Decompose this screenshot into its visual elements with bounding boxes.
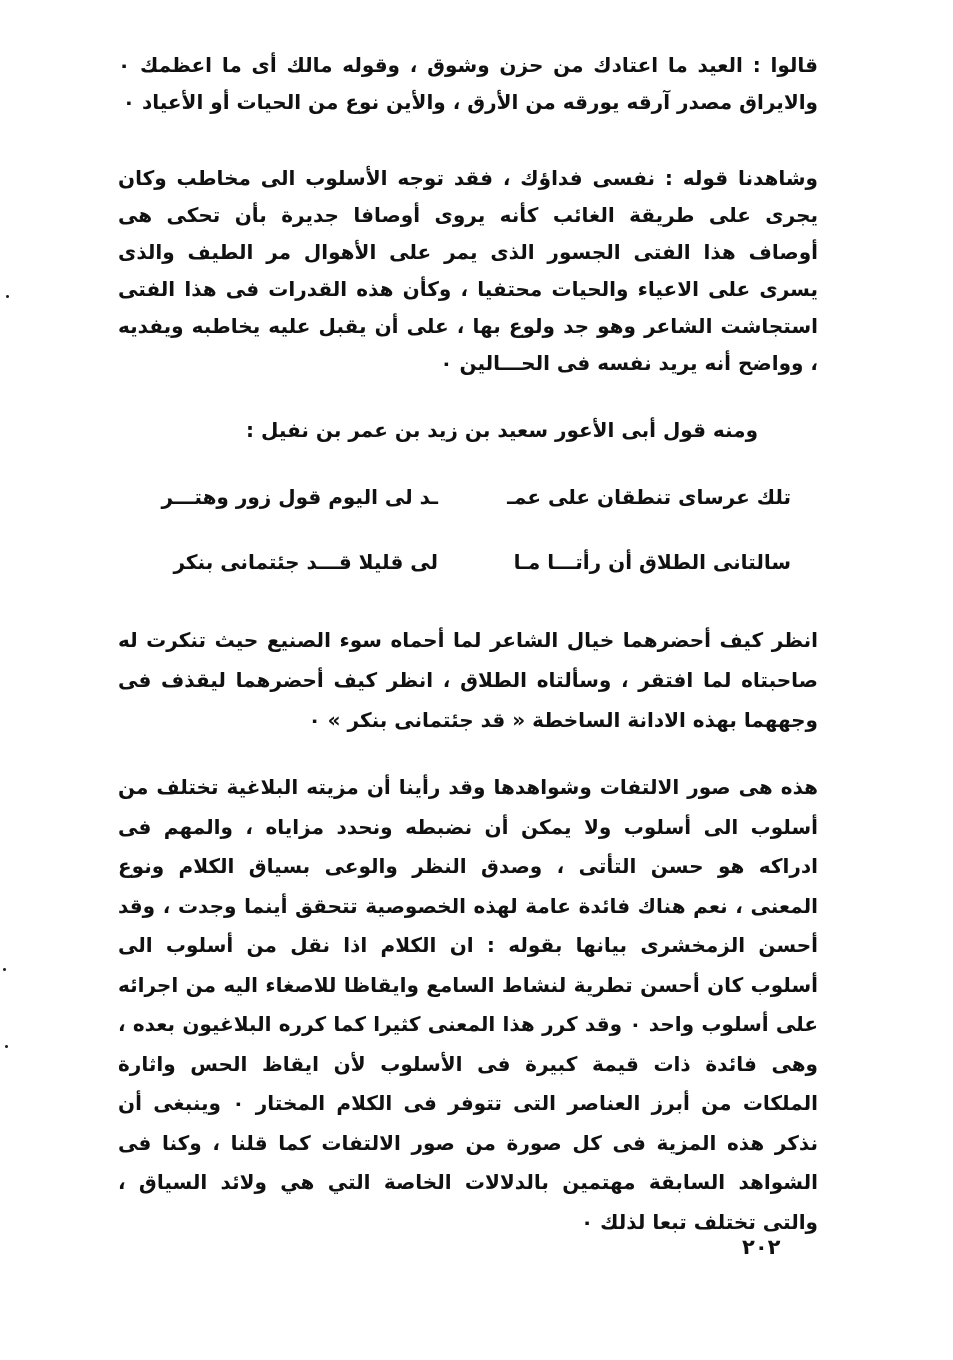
verse-2-first-hemistich: سالتانى الطلاق أن رأتـــا مـا: [513, 550, 791, 574]
verse-1-first-hemistich: تلك عرساى تنطقان على عمـ: [507, 485, 791, 509]
verse-1-second-hemistich: ـد لى اليوم قول زور وهتـــر: [161, 485, 438, 509]
scan-speck: [3, 968, 6, 971]
paragraph-definitions: قالوا : العيد ما اعتادك من حزن وشوق ، وقوله مالك أى ما اعظمك ٠ والايراق مصدر آرقه يورقه من الأرق ، والأين نوع من الحيات أو الأعياد ٠: [118, 53, 818, 114]
scan-speck: [5, 1045, 8, 1048]
paragraph-verse-analysis: انظر كيف أحضرهما خيال الشاعر لما أحماه سوء الصنيع حيث تنكرت له صاحبتاه لما افتقر ، وسألتاه الطلاق ، انظر كيف أحضرهما ليقذف فى وجههما بهذه الادانة الساخطة « قد جئتمانى بنكر » ٠: [118, 628, 818, 732]
verse-introduction: ومنه قول أبى الأعور سعيد بن زيد بن عمر بن نفيل :: [246, 418, 758, 442]
page-number: ٢٠٢: [742, 1235, 781, 1259]
paragraph-commentary: وشاهدنا قوله : نفسى فداؤك ، فقد توجه الأسلوب الى مخاطب وكان يجرى على طريقة الغائب كأنه يروى أوصافا جديرة بأن تحكى هى أوصاف هذا الفتى الجسور الذى يمر على الأهوال مر الطيف والذى يسرى على الاعياء والحيات محتفيا ، وكأن هذه القدرات فى هذا الفتى استجاشت الشاعر وهو جد ولوع بها ، على أن يقبل عليه يخاطبه ويفديه ، وواضح أنه يريد نفسه فى الحـــالين ٠: [118, 166, 818, 375]
verse-2-second-hemistich: لى قليلا قـــد جئتمانى بنكر: [173, 550, 438, 574]
scan-speck: [6, 295, 9, 298]
paragraph-conclusion: هذه هى صور الالتفات وشواهدها وقد رأينا أن مزيته البلاغية تختلف من أسلوب الى أسلوب ولا يمكن أن نضبطه ونحدد مزاياه ، والمهم فى ادراكه هو حسن التأتى ، وصدق النظر والوعى بسياق الكلام ونوع المعنى ، نعم هناك فائدة عامة لهذه الخصوصية تتحقق أينما وجدت ، وقد أحسن الزمخشرى بيانها بقوله : ان الكلام اذا نقل من أسلوب الى أسلوب كان أحسن تطرية لنشاط السامع وايقاظا للاصغاء اليه من اجرائه على أسلوب واحد ٠ وقد كرر هذا المعنى كثيرا كما كرره البلاغيون بعده ، وهى فائدة ذات قيمة كبيرة فى الأسلوب لأن ايقاظ الحس واثارة الملكات من أبرز العناصر التى تتوفر فى الكلام المختار ٠ وينبغى أن نذكر هذه المزية فى كل صورة من صور الالتفات كما قلنا ، وكنا فى الشواهد السابقة مهتمين بالدلالات الخاصة التي هي ولائد السياق ، والتى تختلف تبعا لذلك ٠: [118, 775, 818, 1234]
